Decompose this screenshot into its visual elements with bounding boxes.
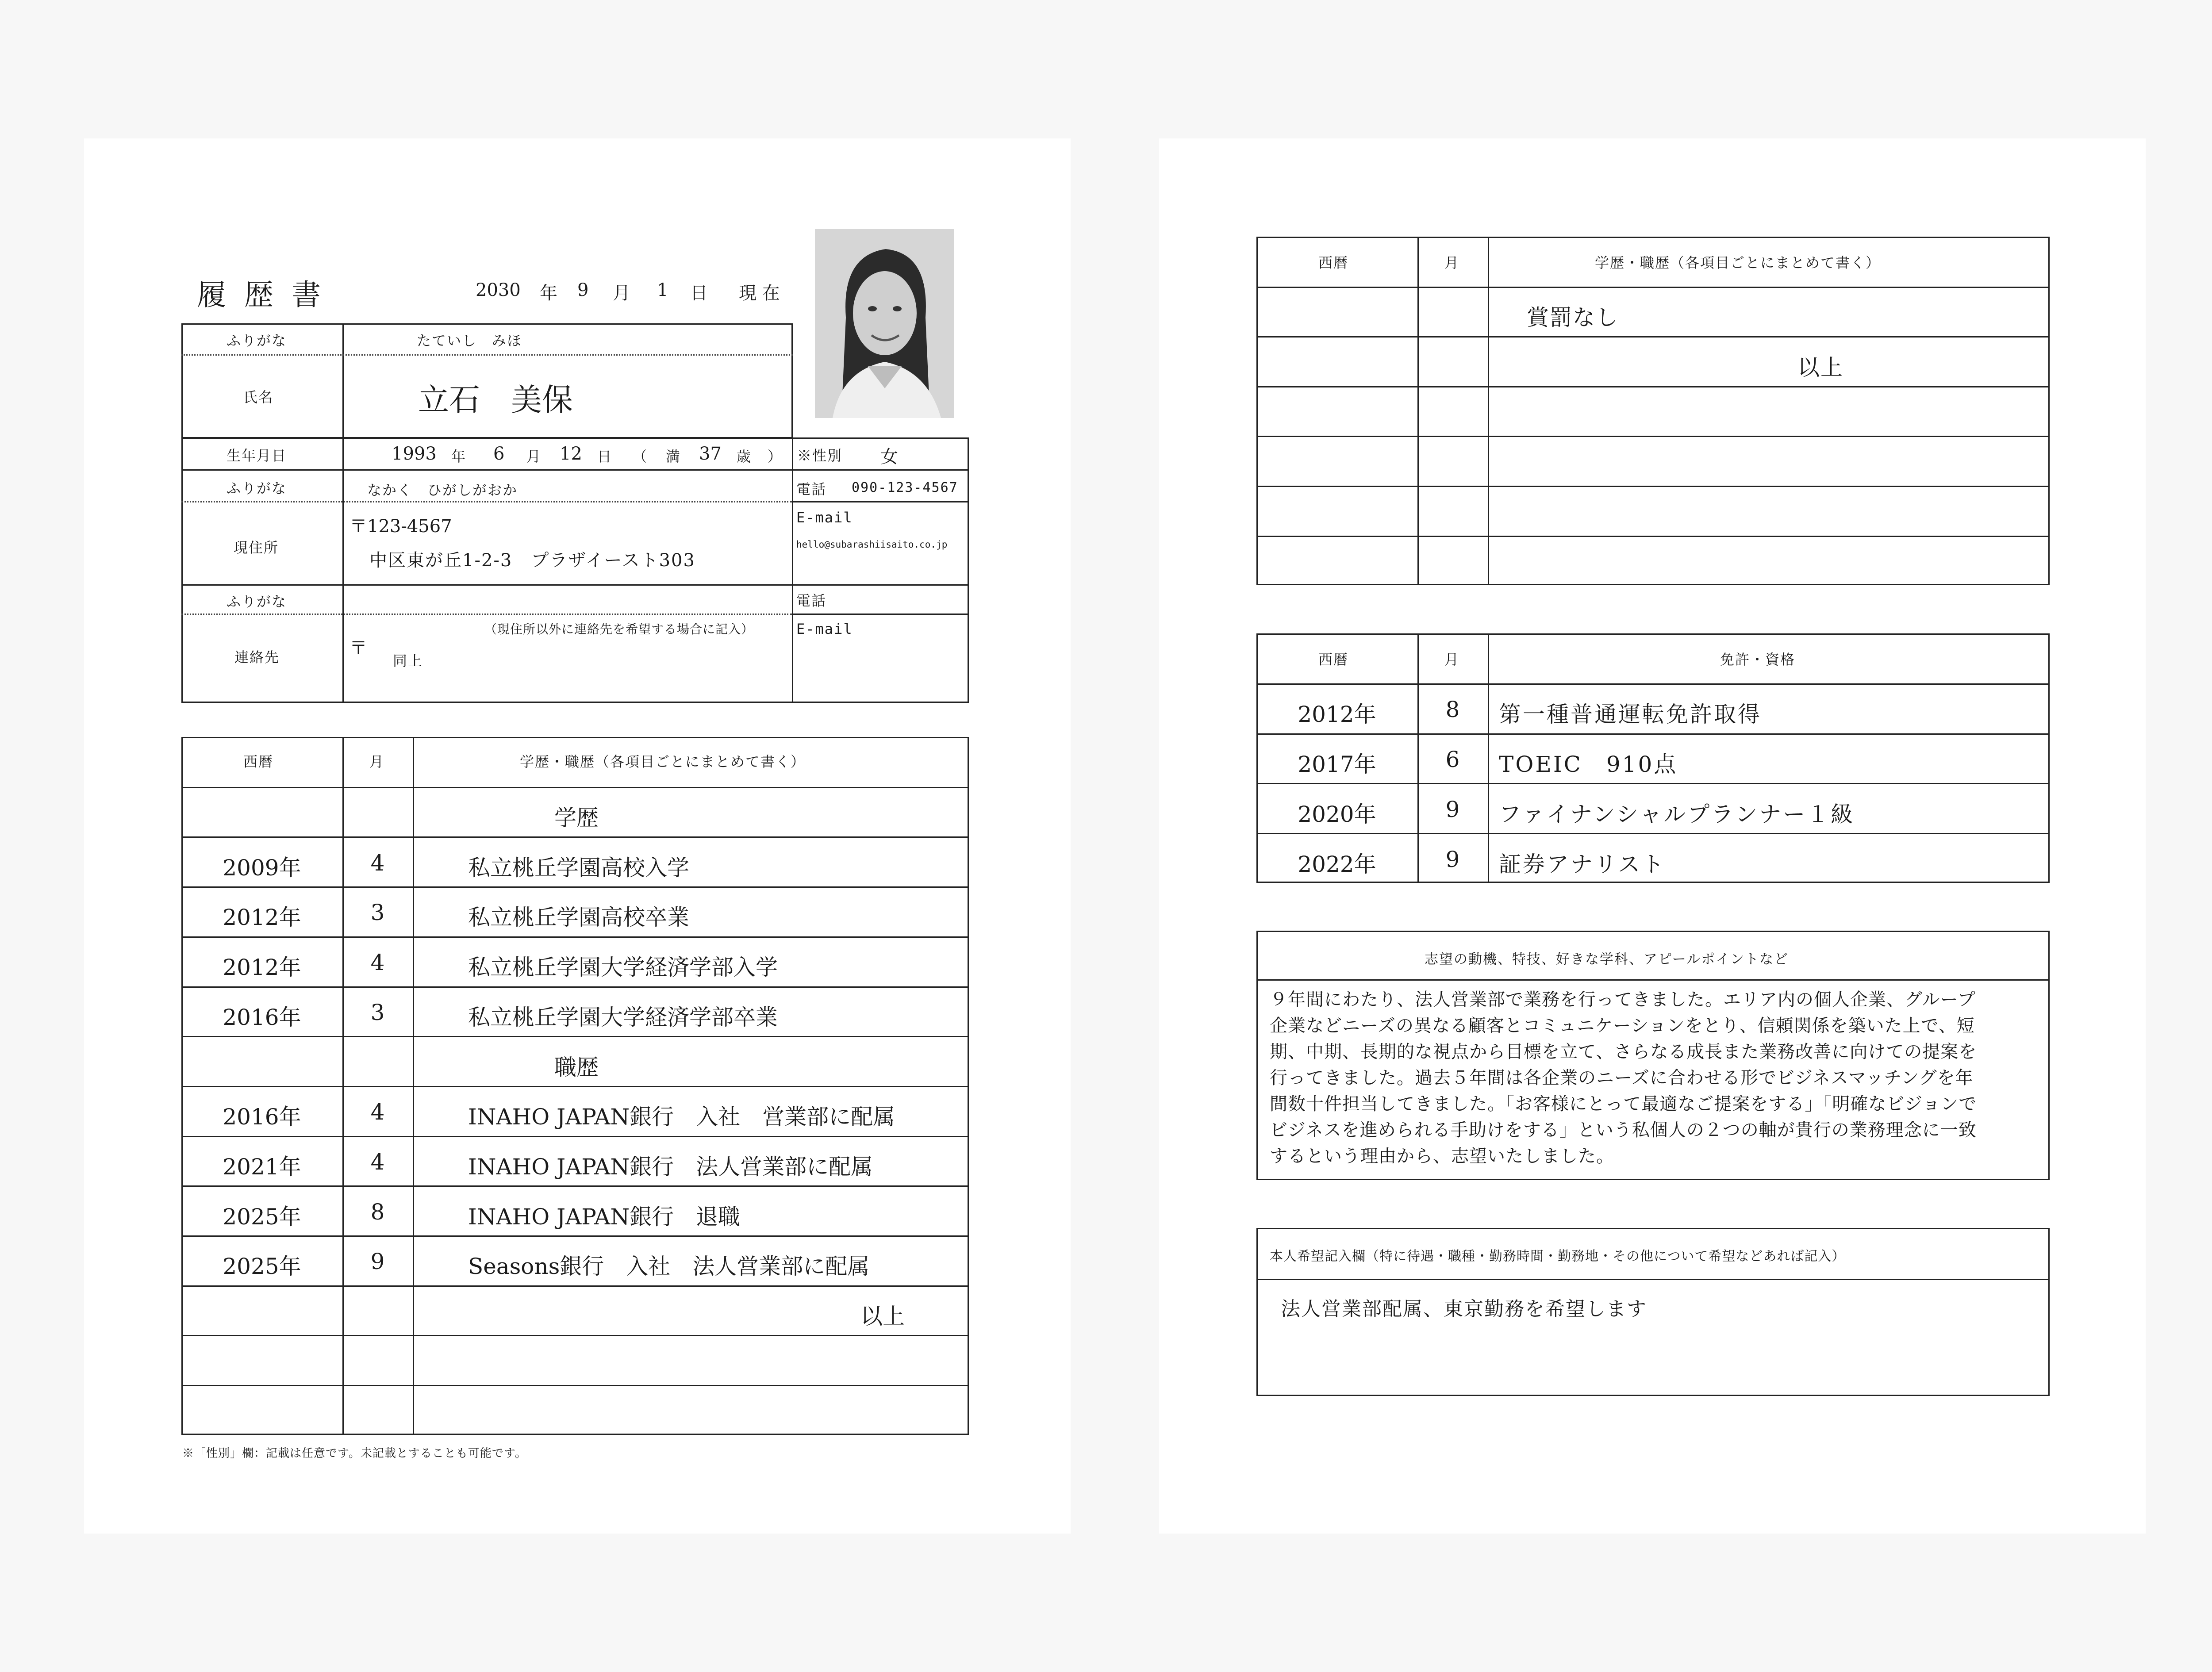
birth-sai: 歳	[737, 448, 752, 465]
history-row-year: 2025年	[223, 1204, 301, 1230]
address-furigana-value: なかく ひがしがおか	[367, 482, 518, 499]
birth-day: 12	[560, 444, 582, 464]
birth-month-unit: 月	[526, 448, 542, 465]
history-row-year: 2009年	[223, 855, 301, 881]
motivation-header: 志望の動機、特技、好きな学科、アピールポイントなど	[1425, 951, 1789, 967]
license-row-month: 9	[1445, 846, 1460, 872]
history-row-text: INAHO JAPAN銀行 入社 営業部に配属	[468, 1104, 895, 1130]
contact-label: 連絡先	[234, 649, 280, 666]
license-row-text: 第一種普通運転免許取得	[1499, 702, 1762, 728]
history-row-text: 私立桃丘学園高校卒業	[468, 905, 689, 931]
history-row-text: 私立桃丘学園大学経済学部入学	[468, 955, 778, 981]
license-row-year: 2022年	[1298, 851, 1376, 877]
history-row-year: 2021年	[223, 1154, 301, 1180]
contact-furigana-label: ふりがな	[227, 593, 287, 610]
license-row-text: ファイナンシャルプランナー１級	[1499, 801, 1855, 827]
name-label: 氏名	[243, 389, 274, 406]
page-title: 履 歴 書	[197, 278, 325, 312]
date-suffix: 現 在	[739, 283, 780, 303]
history-row-month: 4	[370, 1099, 385, 1125]
birth-month: 6	[493, 444, 505, 464]
contact-value: 同上	[393, 652, 423, 669]
phone-label: 電話	[796, 481, 827, 498]
birth-day-unit: 日	[597, 448, 613, 465]
history-header-year: 西暦	[243, 753, 274, 770]
contact-note: （現住所以外に連絡先を希望する場合に記入）	[484, 622, 754, 637]
history-row-text: INAHO JAPAN銀行 法人営業部に配属	[468, 1154, 873, 1180]
history-row-text: 私立桃丘学園大学経済学部卒業	[468, 1004, 778, 1030]
footnote: ※「性別」欄：記載は任意です。未記載とすることも可能です。	[182, 1447, 527, 1460]
history-row-text: Seasons銀行 入社 法人営業部に配属	[468, 1254, 870, 1280]
date-year-unit: 年	[540, 283, 557, 303]
postal-code: 〒123-4567	[349, 516, 452, 537]
history-row-month: 4	[370, 850, 385, 876]
birth-year-unit: 年	[451, 448, 467, 465]
license-row-year: 2012年	[1298, 702, 1376, 728]
license-header-month: 月	[1444, 651, 1460, 668]
history-row-month: 8	[370, 1199, 385, 1225]
history-row-year: 2025年	[223, 1254, 301, 1280]
email-value: hello@subarashiisaito.co.jp	[796, 539, 948, 550]
request-value: 法人営業部配属、東京勤務を希望します	[1281, 1298, 1647, 1320]
furigana-label: ふりがな	[227, 332, 287, 349]
history-header-content: 学歴・職歴（各項目ごとにまとめて書く）	[520, 753, 806, 770]
history-row-month: 4	[370, 1149, 385, 1175]
birth-year: 1993	[392, 444, 437, 464]
gender-value: 女	[880, 447, 898, 467]
motivation-line: 期、中期、長期的な視点から目標を立て、さらなる成長また業務改善に向けての提案を	[1270, 1042, 1977, 1062]
history-row-text: INAHO JAPAN銀行 退職	[468, 1204, 741, 1230]
motivation-line: ９年間にわたり、法人営業部で業務を行ってきました。エリア内の個人企業、グループ	[1270, 989, 1976, 1010]
history2-header-content: 学歴・職歴（各項目ごとにまとめて書く）	[1595, 254, 1881, 271]
birth-label: 生年月日	[227, 447, 287, 464]
address-line: 中区東が丘1-2-3 プラザイースト303	[369, 550, 695, 571]
history-row-month: 3	[370, 999, 385, 1025]
date-day-unit: 日	[690, 283, 708, 303]
history-row-year: 2016年	[223, 1104, 301, 1130]
license-row-month: 6	[1445, 747, 1460, 772]
history-row-text: 以上	[860, 1304, 905, 1330]
email-label: E-mail	[796, 509, 853, 526]
license-row-year: 2017年	[1298, 752, 1376, 777]
history-row-text: 私立桃丘学園高校入学	[468, 855, 689, 881]
contact-postal: 〒	[349, 638, 367, 658]
history-header-month: 月	[369, 753, 385, 770]
history-row-year: 2012年	[223, 905, 301, 931]
date-year: 2030	[476, 280, 521, 300]
license-row-year: 2020年	[1298, 801, 1376, 827]
furigana-value: たていし みほ	[417, 332, 522, 349]
history-row-month: 4	[370, 950, 385, 976]
name-value: 立石 美保	[418, 382, 573, 418]
history2-header-year: 西暦	[1318, 254, 1349, 271]
history-row-text: 学歴	[554, 805, 599, 831]
gender-label: ※性別	[797, 447, 843, 464]
license-row-text: 証券アナリスト	[1499, 851, 1666, 877]
birth-man: 満	[666, 448, 681, 465]
motivation-line: するという理由から、志望いたしました。	[1270, 1146, 1614, 1166]
motivation-line: ビジネスを進められる手助けをする」という私個人の２つの軸が貴行の業務理念に一致	[1270, 1120, 1977, 1140]
license-header-content: 免許・資格	[1720, 651, 1796, 668]
history-row-month: 3	[370, 900, 385, 926]
license-row-month: 9	[1445, 796, 1460, 822]
birth-close-paren: ）	[768, 448, 783, 465]
resume-page-right	[1159, 138, 2146, 1534]
portrait-icon	[815, 229, 954, 418]
history-row-year: 2016年	[223, 1004, 301, 1030]
history-row-month: 9	[370, 1249, 385, 1275]
date-month: 9	[577, 280, 589, 300]
contact-email-label: E-mail	[796, 621, 853, 637]
phone-value: 090-123-4567	[852, 480, 958, 495]
history2-row-text: 以上	[1797, 354, 1843, 380]
portrait-photo	[815, 229, 954, 418]
resume-page-left	[84, 138, 1071, 1534]
motivation-line: 行ってきました。過去５年間は各企業のニーズに合わせる形でビジネスマッチングを年	[1270, 1068, 1974, 1088]
license-header-year: 西暦	[1318, 651, 1349, 668]
motivation-line: 間数十件担当してきました。「お客様にとって最適なご提案をする」「明確なビジョンで	[1270, 1094, 1977, 1114]
history2-header-month: 月	[1444, 254, 1460, 271]
history-row-year: 2012年	[223, 955, 301, 981]
contact-phone-label: 電話	[796, 592, 827, 609]
date-month-unit: 月	[613, 283, 630, 303]
history-row-text: 職歴	[554, 1054, 599, 1080]
birth-open-paren: （	[633, 448, 648, 465]
history-continued-table	[1256, 237, 2050, 585]
license-row-text: TOEIC 910点	[1499, 752, 1678, 777]
address-label: 現住所	[234, 539, 279, 556]
motivation-line: 企業などニーズの異なる顧客とコミュニケーションをとり、信頼関係を築いた上で、短	[1270, 1016, 1975, 1036]
history2-row-text: 賞罰なし	[1527, 304, 1619, 330]
date-day: 1	[657, 280, 668, 300]
request-header: 本人希望記入欄（特に待遇・職種・勤務時間・勤務地・その他について希望などあれば記入）	[1270, 1249, 1846, 1264]
birth-age: 37	[699, 444, 722, 464]
address-furigana-label: ふりがな	[227, 480, 287, 497]
license-row-month: 8	[1445, 697, 1460, 723]
